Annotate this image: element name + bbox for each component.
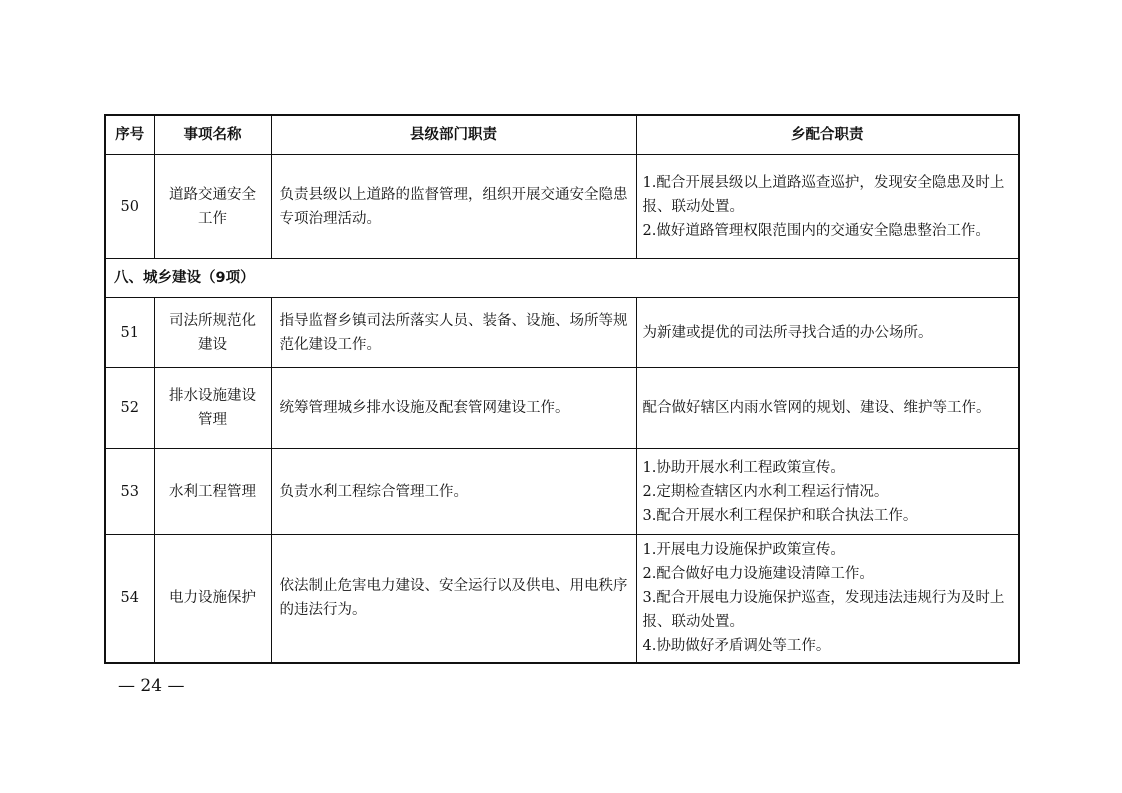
row-no: 50	[105, 155, 154, 259]
table-row	[105, 535, 1019, 663]
row-county-duty: 负责水利工程综合管理工作。	[271, 449, 636, 535]
town-duty-line: 1.配合开展县级以上道路巡查巡护，发现安全隐患及时上报、联动处置。	[642, 174, 1005, 215]
header-no: 序号	[105, 115, 154, 155]
row-item-name: 排水设施建设管理	[154, 368, 271, 449]
row-town-duty	[636, 535, 1019, 663]
town-duty-line: 3.配合开展水利工程保护和联合执法工作。	[642, 507, 918, 524]
section-title: 八、城乡建设（9项）	[105, 259, 1019, 298]
row-town-duty	[636, 368, 1019, 449]
row-no: 53	[105, 449, 154, 535]
town-duty-line: 4.协助做好矛盾调处等工作。	[642, 638, 831, 655]
row-county-duty: 指导监督乡镇司法所落实人员、装备、设施、场所等规范化建设工作。	[271, 298, 636, 368]
row-item-name: 水利工程管理	[154, 449, 271, 535]
row-county-duty: 负责县级以上道路的监督管理，组织开展交通安全隐患专项治理活动。	[271, 155, 636, 259]
row-town-duty	[636, 449, 1019, 535]
town-duty-line: 为新建或提优的司法所寻找合适的办公场所。	[642, 324, 933, 341]
header-town-duties: 乡配合职责	[636, 115, 1019, 155]
responsibilities-table	[104, 114, 1020, 664]
table-header-row	[105, 115, 1019, 155]
row-no: 51	[105, 298, 154, 368]
row-town-duty	[636, 155, 1019, 259]
town-duty-line: 1.协助开展水利工程政策宣传。	[642, 459, 845, 476]
section-row	[105, 259, 1019, 298]
row-county-duty: 统筹管理城乡排水设施及配套管网建设工作。	[271, 368, 636, 449]
table-row	[105, 298, 1019, 368]
town-duty-line: 2.做好道路管理权限范围内的交通安全隐患整治工作。	[642, 222, 990, 239]
table-row	[105, 368, 1019, 449]
town-duty-line: 配合做好辖区内雨水管网的规划、建设、维护等工作。	[642, 400, 991, 416]
header-county-duties: 县级部门职责	[271, 115, 636, 155]
row-no: 54	[105, 535, 154, 663]
row-county-duty: 依法制止危害电力建设、安全运行以及供电、用电秩序的违法行为。	[271, 535, 636, 663]
row-item-name: 司法所规范化建设	[154, 298, 271, 368]
row-no: 52	[105, 368, 154, 449]
table-row	[105, 449, 1019, 535]
row-town-duty	[636, 298, 1019, 368]
town-duty-line: 3.配合开展电力设施保护巡查，发现违法违规行为及时上报、联动处置。	[642, 590, 1005, 631]
town-duty-line: 2.定期检查辖区内水利工程运行情况。	[642, 483, 889, 500]
header-item-name: 事项名称	[154, 115, 271, 155]
town-duty-line: 1.开展电力设施保护政策宣传。	[642, 542, 845, 559]
table-row	[105, 155, 1019, 259]
row-item-name: 电力设施保护	[154, 535, 271, 663]
town-duty-line: 2.配合做好电力设施建设清障工作。	[642, 566, 874, 583]
page-number: — 24 —	[118, 676, 185, 696]
row-item-name: 道路交通安全工作	[154, 155, 271, 259]
